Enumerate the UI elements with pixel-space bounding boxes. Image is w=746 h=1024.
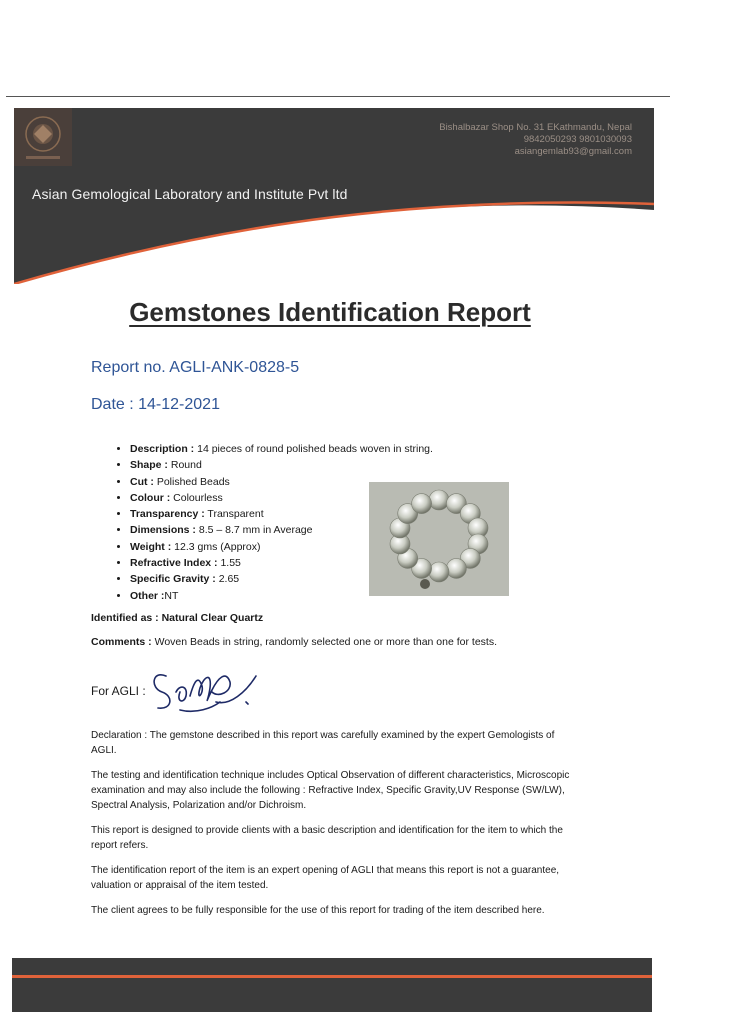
letterhead-banner bbox=[14, 108, 654, 284]
address-line: Bishalbazar Shop No. 31 EKathmandu, Nepal bbox=[439, 122, 632, 133]
report-date: Date : 14-12-2021 bbox=[91, 396, 220, 413]
detail-other: • Other :NT bbox=[130, 588, 433, 604]
detail-description: • Description : 14 pieces of round polished beads woven in string. bbox=[130, 441, 433, 457]
report-number: Report no. AGLI-ANK-0828-5 bbox=[91, 359, 300, 376]
lab-logo-emblem bbox=[14, 108, 72, 166]
identified-as: Identified as : Natural Clear Quartz bbox=[91, 612, 264, 624]
detail-shape: • Shape : Round bbox=[130, 457, 433, 473]
report-title bbox=[0, 297, 660, 328]
declaration-paragraph: Declaration : The gemstone described in this report was carefully examined by the expert Gemologists of AGLI. bbox=[91, 730, 555, 756]
footer-band bbox=[12, 958, 652, 1012]
bead bbox=[429, 490, 449, 510]
detail-weight: • Weight : 12.3 gms (Approx) bbox=[130, 539, 433, 555]
gemstone-photo bbox=[369, 482, 509, 596]
phone-line: 9842050293 9801030093 bbox=[523, 134, 632, 145]
detail-colour: • Colour : Colourless bbox=[130, 490, 433, 506]
detail-cut: • Cut : Polished Beads bbox=[130, 474, 433, 490]
signature bbox=[146, 662, 264, 718]
detail-specific-gravity: • Specific Gravity : 2.65 bbox=[130, 571, 433, 587]
report-title-text: Gemstones Identification Report bbox=[129, 297, 531, 327]
top-rule bbox=[6, 96, 670, 97]
company-name: Asian Gemological Laboratory and Institute Pvt ltd bbox=[32, 186, 348, 202]
testing-technique-paragraph: The testing and identification technique includes Optical Observation of different characteristics, Microscopic examination and may also include the following : Refractive Index, Specific Gravity,UV Response (SW/LW), Spectral Analysis, Polarization and/or Dichroism. bbox=[91, 770, 570, 811]
bead bbox=[412, 494, 432, 514]
detail-dimensions: • Dimensions : 8.5 – 8.7 mm in Average bbox=[130, 522, 433, 538]
client-responsibility-paragraph: The client agrees to be fully responsible for the use of this report for trading of the item described here. bbox=[91, 905, 545, 916]
report-purpose-paragraph: This report is designed to provide clients with a basic description and identification for the item to which the report refers. bbox=[91, 825, 563, 851]
email-line: asiangemlab93@gmail.com bbox=[514, 146, 632, 157]
bead bbox=[446, 558, 466, 578]
comments: Comments : Woven Beads in string, randomly selected one or more than one for tests. bbox=[91, 636, 498, 648]
expert-opinion-paragraph: The identification report of the item is an expert opening of AGLI that means this report is not a guarantee, valuation or appraisal of the item tested. bbox=[91, 865, 560, 891]
for-agli-label: For AGLI : bbox=[91, 684, 146, 698]
bead bbox=[429, 562, 449, 582]
detail-transparency: • Transparency : Transparent bbox=[130, 506, 433, 522]
detail-refractive-index: • Refractive Index : 1.55 bbox=[130, 555, 433, 571]
lab-contact-address bbox=[439, 122, 632, 158]
